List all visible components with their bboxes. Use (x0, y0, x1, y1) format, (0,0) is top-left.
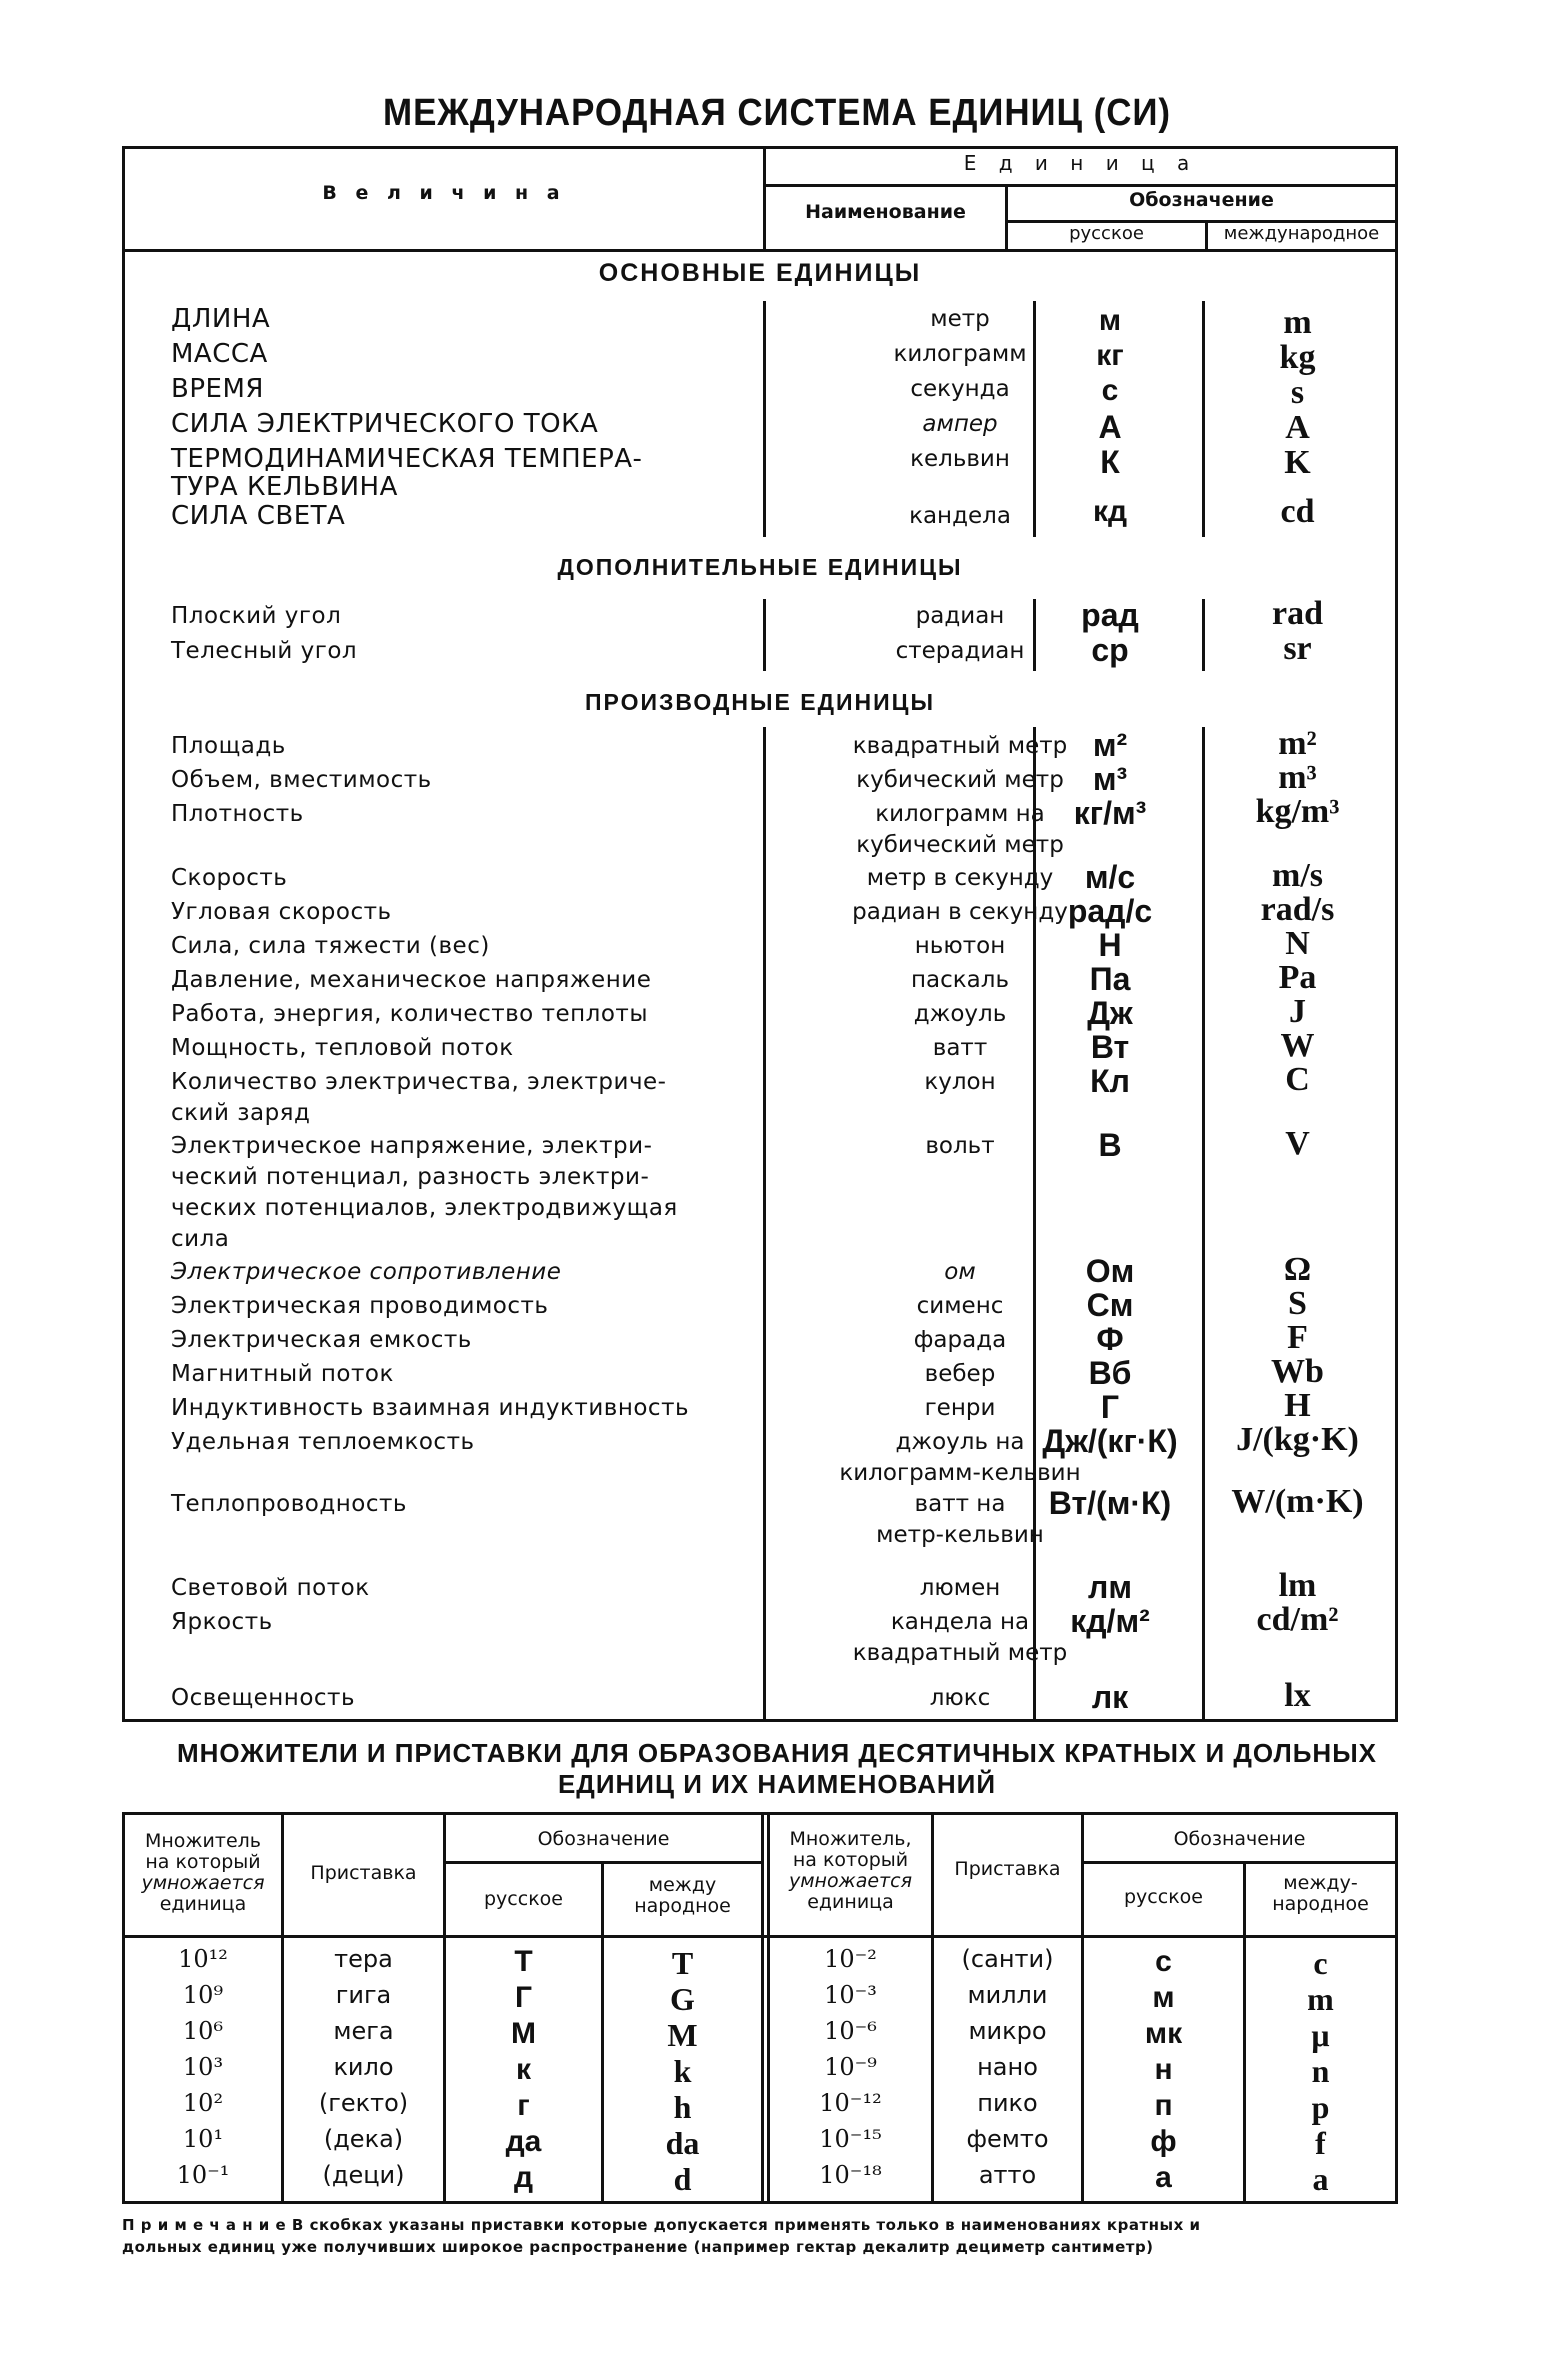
international-symbol: m² (1278, 725, 1317, 762)
header-text: Множитель, (789, 1828, 912, 1850)
unit-name-cell: радиан в секунду (852, 899, 1068, 925)
russian-symbol: рад/с (1067, 893, 1153, 929)
russian-symbol: См (1086, 1287, 1134, 1323)
russian-symbol: ср (1091, 632, 1129, 668)
intl-header-left (604, 1875, 761, 1917)
russian-prefix-symbol: г (517, 2089, 530, 2122)
prefix-header-right: Приставка (954, 1858, 1061, 1880)
prefixes-table (122, 1812, 1398, 2204)
russian-symbol: лм (1088, 1569, 1132, 1605)
international-prefix-symbol: da (665, 2125, 700, 2161)
unit-name-cell: кельвин (910, 446, 1010, 472)
section-additional-title: ДОПОЛНИТЕЛЬНЫЕ ЕДИНИЦЫ (557, 554, 963, 580)
prefix-cell: тера (334, 1945, 393, 1973)
unit-name-cell: кандела на (890, 1609, 1030, 1635)
quantity-cell: Телесный угол (171, 638, 358, 664)
international-header: международное (1223, 223, 1380, 244)
quantity-cell: Электрическое сопротивление (171, 1259, 562, 1285)
international-prefix-symbol: m (1307, 1981, 1334, 2017)
prefix-header-left: Приставка (310, 1862, 417, 1884)
russian-header-right: русское (1124, 1886, 1203, 1908)
multiplier-cell: 10⁻¹ (176, 2161, 230, 2189)
international-symbol: W (1280, 1027, 1315, 1064)
quantity-cell: Угловая скорость (171, 899, 392, 925)
prefixes-title (0, 1738, 1554, 1800)
international-symbol: kg (1279, 339, 1316, 376)
unit-name-cell: ватт на (914, 1491, 1006, 1517)
quantity-cell: Площадь (171, 733, 286, 759)
designation-header: Обозначение (1129, 189, 1274, 211)
quantity-cell: Электрическое напряжение, электри- (171, 1133, 653, 1159)
prefix-cell: пико (977, 2089, 1038, 2117)
russian-symbol: Дж/(кг·К) (1042, 1423, 1178, 1459)
russian-symbol: Кл (1090, 1063, 1130, 1099)
unit-name-cell: кубический метр (856, 767, 1064, 793)
russian-prefix-symbol: Т (514, 1945, 533, 1978)
international-symbol: Pa (1278, 959, 1317, 996)
unit-name-cell: метр (930, 306, 990, 332)
header-text: умножается (141, 1872, 265, 1894)
international-symbol: W/(m·K) (1231, 1483, 1364, 1520)
international-symbol: cd/m² (1256, 1601, 1339, 1638)
russian-prefix-symbol: м (1152, 1981, 1175, 2014)
prefixes-title-line-1: МНОЖИТЕЛИ И ПРИСТАВКИ ДЛЯ ОБРАЗОВАНИЯ ДЕСЯТИЧНЫХ КРАТНЫХ И ДОЛЬНЫХ (177, 1738, 1377, 1768)
international-symbol: J (1289, 993, 1306, 1030)
designation-header-right: Обозначение (1173, 1828, 1306, 1850)
footnote (122, 2214, 1398, 2258)
quantity-cell-continued: ТУРА КЕЛЬВИНА (171, 472, 398, 502)
quantity-header: В е л и ч и н а (322, 182, 566, 204)
quantity-cell: Скорость (171, 865, 288, 891)
prefix-cell: кило (333, 2053, 394, 2081)
quantity-cell: Освещенность (171, 1685, 356, 1711)
russian-symbol: Дж (1087, 995, 1133, 1031)
quantity-cell: Удельная теплоемкость (171, 1429, 475, 1455)
multiplier-cell: 10⁻² (824, 1945, 877, 1973)
quantity-cell: Электрическая проводимость (171, 1293, 549, 1319)
quantity-cell: Электрическая емкость (171, 1327, 472, 1353)
header-text: на который (792, 1849, 909, 1871)
russian-prefix-symbol: а (1155, 2161, 1172, 2194)
unit-name-cell: фарада (913, 1327, 1007, 1353)
multiplier-cell: 10⁹ (182, 1981, 224, 2009)
russian-prefix-symbol: п (1154, 2089, 1173, 2122)
russian-symbol: Вт (1090, 1029, 1130, 1065)
russian-symbol: Па (1089, 961, 1131, 997)
multiplier-cell: 10² (182, 2089, 224, 2117)
footnote-line-2: дольных единиц уже получивших широкое распространение (например гектар декалитр дециметр сантиметр) (122, 2238, 1154, 2256)
international-symbol: s (1290, 374, 1305, 411)
russian-symbol: Ом (1085, 1253, 1135, 1289)
prefix-cell: микро (968, 2017, 1047, 2045)
russian-prefix-symbol: с (1155, 1945, 1172, 1978)
international-prefix-symbol: p (1311, 2089, 1330, 2125)
international-prefix-symbol: c (1313, 1945, 1328, 1981)
international-symbol: Ω (1283, 1251, 1312, 1288)
international-prefix-symbol: f (1315, 2125, 1326, 2161)
international-symbol: Wb (1271, 1353, 1324, 1390)
international-prefix-symbol: a (1312, 2161, 1329, 2197)
russian-symbol: м³ (1092, 761, 1128, 797)
unit-name-cell: секунда (910, 376, 1010, 402)
page-title: МЕЖДУНАРОДНАЯ СИСТЕМА ЕДИНИЦ (СИ) (383, 92, 1171, 134)
multiplier-cell: 10⁶ (182, 2017, 224, 2045)
prefix-cell: (дека) (323, 2125, 404, 2153)
header-bottom-line (125, 249, 1395, 252)
quantity-cell: Плоский угол (171, 603, 342, 629)
prefix-cell: милли (967, 1981, 1048, 2009)
unit-header: Е д и н и ц а (963, 151, 1198, 175)
russian-symbol: А (1098, 409, 1122, 445)
unit-name-cell: генри (924, 1395, 996, 1421)
header-divider (763, 184, 1395, 187)
quantity-cell-continued: ческих потенциалов, электродвижущая (171, 1195, 678, 1221)
international-symbol: lx (1284, 1677, 1311, 1714)
quantity-cell: Сила, сила тяжести (вес) (171, 933, 490, 959)
header-text: народное (1272, 1893, 1369, 1915)
prefix-cell: (деци) (322, 2161, 405, 2189)
quantity-cell: Работа, энергия, количество теплоты (171, 1001, 648, 1027)
unit-name-cell-continued: квадратный метр (852, 1640, 1068, 1666)
footnote-line-1: П р и м е ч а н и е В скобках указаны приставки которые допускается применять только в наименованиях кратных и (122, 2216, 1201, 2234)
international-symbol: sr (1283, 630, 1312, 667)
russian-symbol: Г (1100, 1389, 1120, 1425)
quantity-cell: Световой поток (171, 1575, 370, 1601)
russian-header-left: русское (484, 1888, 563, 1910)
quantity-cell: ДЛИНА (171, 304, 271, 334)
unit-name-cell: ньютон (914, 933, 1006, 959)
unit-name-cell: метр в секунду (866, 865, 1054, 891)
multiplier-cell: 10⁻¹² (819, 2089, 882, 2117)
russian-prefix-symbol: н (1154, 2053, 1173, 2086)
international-prefix-symbol: μ (1311, 2017, 1330, 2053)
quantity-cell: ТЕРМОДИНАМИЧЕСКАЯ ТЕМПЕРА- (171, 444, 643, 474)
russian-prefix-symbol: М (511, 2017, 536, 2050)
quantity-cell-continued: ский заряд (171, 1100, 311, 1126)
russian-symbol: кг (1096, 339, 1124, 372)
russian-symbol: м² (1092, 727, 1128, 763)
multiplier-cell: 10⁻¹⁵ (819, 2125, 882, 2153)
international-symbol: rad/s (1260, 891, 1335, 928)
russian-symbol: кд/м² (1070, 1603, 1150, 1639)
multiplier-cell: 10³ (182, 2053, 224, 2081)
header-divider (1081, 1861, 1395, 1864)
quantity-cell: Индуктивность взаимная индуктивность (171, 1395, 690, 1421)
russian-symbol: м (1098, 304, 1122, 337)
prefix-cell: гига (335, 1981, 392, 2009)
international-symbol: cd (1280, 493, 1315, 530)
russian-symbol: рад (1081, 597, 1139, 633)
multiplier-cell: 10⁻¹⁸ (819, 2161, 882, 2189)
international-symbol: A (1285, 409, 1310, 446)
center-divider (761, 1815, 764, 2201)
header-text: единица (159, 1893, 247, 1915)
prefix-cell: (гекто) (318, 2089, 409, 2117)
international-symbol: S (1288, 1285, 1307, 1322)
unit-name-cell: люкс (929, 1685, 991, 1711)
international-symbol: m/s (1272, 857, 1323, 894)
quantity-cell: Давление, механическое напряжение (171, 967, 652, 993)
russian-symbol: кд (1092, 495, 1128, 528)
multiplier-header-right (770, 1829, 931, 1913)
unit-name-cell: килограмм на (875, 801, 1045, 827)
russian-symbol: К (1100, 444, 1120, 480)
quantity-cell: Магнитный поток (171, 1361, 394, 1387)
unit-name-cell: кандела (909, 503, 1011, 529)
section-derived-title: ПРОИЗВОДНЫЕ ЕДИНИЦЫ (585, 689, 935, 715)
multiplier-header-left (125, 1831, 281, 1915)
russian-symbol: В (1098, 1127, 1122, 1163)
international-symbol: K (1284, 444, 1311, 481)
quantity-cell: Объем, вместимость (171, 767, 432, 793)
russian-prefix-symbol: Г (514, 1981, 532, 2014)
russian-symbol: кг/м³ (1073, 795, 1147, 831)
unit-name-cell: вебер (924, 1361, 996, 1387)
russian-symbol: с (1101, 374, 1119, 407)
russian-symbol: Ф (1096, 1321, 1124, 1357)
unit-name-cell-continued: килограмм-кельвин (839, 1460, 1081, 1486)
prefixes-title-line-2: ЕДИНИЦ И ИХ НАИМЕНОВАНИЙ (557, 1769, 997, 1799)
unit-name-cell-continued: кубический метр (856, 832, 1064, 858)
quantity-cell-continued: сила (171, 1226, 230, 1252)
unit-name-cell: стерадиан (895, 638, 1025, 664)
unit-name-cell: кулон (924, 1069, 996, 1095)
section-base-title: ОСНОВНЫЕ ЕДИНИЦЫ (598, 259, 922, 287)
multiplier-cell: 10⁻³ (824, 1981, 877, 2009)
header-text: Множитель (144, 1830, 261, 1852)
header-text: умножается (788, 1870, 913, 1892)
header-text: народное (634, 1895, 731, 1917)
international-symbol: J/(kg·K) (1236, 1421, 1359, 1458)
header-text: единица (807, 1891, 894, 1913)
unit-name-cell: ом (944, 1259, 976, 1285)
international-prefix-symbol: h (673, 2089, 692, 2125)
header-divider (443, 1861, 761, 1864)
international-symbol: lm (1278, 1567, 1317, 1604)
international-symbol: kg/m³ (1255, 793, 1340, 830)
si-units-table (122, 146, 1398, 1722)
international-symbol: F (1287, 1319, 1308, 1356)
international-symbol: N (1285, 925, 1310, 962)
unit-name-cell: сименс (916, 1293, 1004, 1319)
unit-name-cell: радиан (915, 603, 1005, 629)
quantity-cell: Мощность, тепловой поток (171, 1035, 514, 1061)
quantity-cell: ВРЕМЯ (171, 374, 264, 404)
russian-symbol: Вт/(м·К) (1048, 1485, 1172, 1521)
quantity-cell: Теплопроводность (171, 1491, 407, 1517)
international-prefix-symbol: n (1311, 2053, 1330, 2089)
international-symbol: m (1283, 304, 1312, 341)
russian-symbol: Вб (1088, 1355, 1132, 1391)
multiplier-cell: 10¹ (182, 2125, 224, 2153)
international-symbol: m³ (1278, 759, 1317, 796)
quantity-cell: Яркость (171, 1609, 273, 1635)
unit-name-cell: килограмм (893, 341, 1027, 367)
unit-name-cell: ватт (932, 1035, 988, 1061)
international-prefix-symbol: k (673, 2053, 692, 2089)
unit-name-cell: джоуль на (895, 1429, 1025, 1455)
international-prefix-symbol: T (671, 1945, 694, 1981)
russian-symbol: лк (1091, 1679, 1129, 1715)
name-header: Наименование (805, 201, 966, 223)
international-prefix-symbol: M (667, 2017, 698, 2053)
russian-prefix-symbol: к (515, 2053, 531, 2086)
quantity-cell: Количество электричества, электриче- (171, 1069, 667, 1095)
unit-name-cell: ампер (922, 411, 998, 437)
quantity-cell-continued: ческий потенциал, разность электри- (171, 1164, 650, 1190)
international-symbol: H (1284, 1387, 1311, 1424)
multiplier-cell: 10⁻⁶ (824, 2017, 877, 2045)
international-prefix-symbol: G (670, 1981, 695, 2017)
quantity-cell: МАССА (171, 339, 268, 369)
prefix-cell: атто (978, 2161, 1037, 2189)
russian-symbol: м/с (1084, 859, 1136, 895)
russian-prefix-symbol: д (513, 2161, 534, 2194)
international-symbol: V (1285, 1125, 1310, 1162)
multiplier-cell: 10¹² (178, 1945, 228, 1973)
quantity-cell: СИЛА СВЕТА (171, 501, 346, 531)
prefix-cell: (санти) (961, 1945, 1054, 1973)
international-symbol: rad (1272, 595, 1323, 632)
intl-header-right (1246, 1873, 1395, 1915)
russian-header: русское (1069, 223, 1144, 244)
prefix-cell: фемто (966, 2125, 1049, 2153)
russian-prefix-symbol: ф (1150, 2125, 1177, 2158)
unit-name-cell: квадратный метр (852, 733, 1068, 759)
international-symbol: C (1285, 1061, 1310, 1098)
russian-prefix-symbol: мк (1144, 2017, 1183, 2050)
unit-name-cell: вольт (925, 1133, 995, 1159)
multiplier-cell: 10⁻⁹ (824, 2053, 877, 2081)
quantity-cell: Плотность (171, 801, 304, 827)
header-bottom-line (125, 1935, 1395, 1938)
prefix-cell: мега (333, 2017, 394, 2045)
russian-symbol: Н (1098, 927, 1122, 963)
unit-name-cell: джоуль (913, 1001, 1007, 1027)
unit-name-cell-continued: метр-кельвин (876, 1522, 1044, 1548)
unit-name-cell: паскаль (910, 967, 1010, 993)
header-text: на который (145, 1851, 261, 1873)
international-prefix-symbol: d (673, 2161, 692, 2197)
prefix-cell: нано (977, 2053, 1038, 2081)
quantity-cell: СИЛА ЭЛЕКТРИЧЕСКОГО ТОКА (171, 409, 599, 439)
russian-prefix-symbol: да (505, 2125, 542, 2158)
designation-header-left: Обозначение (537, 1828, 670, 1850)
header-text: между- (1283, 1872, 1358, 1894)
header-text: между (648, 1874, 717, 1896)
unit-name-cell: люмен (919, 1575, 1001, 1601)
